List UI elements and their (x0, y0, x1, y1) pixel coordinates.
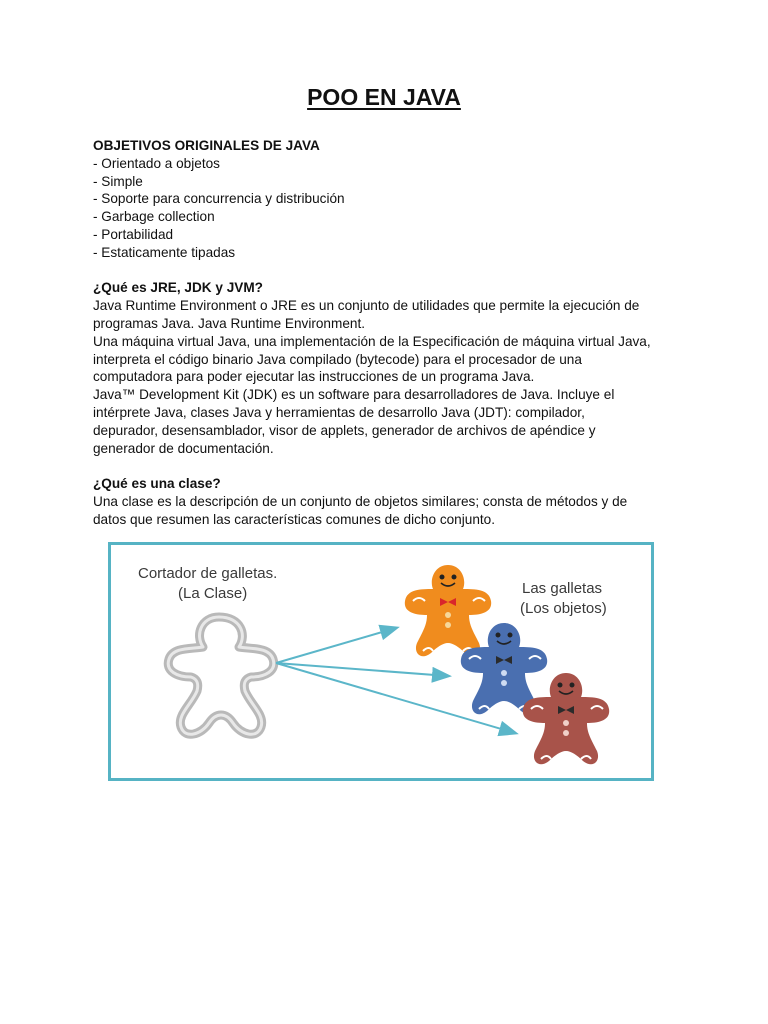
paragraph-line: datos que resumen las características comunes de dicho conjunto. (93, 511, 495, 527)
class-heading: ¿Qué es una clase? (93, 476, 221, 492)
page-title: POO EN JAVA (307, 84, 461, 110)
paragraph-line: interpreta el código binario Java compilado (bytecode) para el procesador de una (93, 351, 582, 367)
paragraph-line: Java™ Development Kit (JDK) es un software para desarrolladores de Java. Incluye el (93, 387, 615, 403)
objectives-section (93, 137, 693, 262)
list-item: - Estaticamente tipadas (93, 244, 236, 260)
jre-section (93, 279, 693, 457)
cookie-cutter-figure (108, 542, 654, 781)
cookies-sublabel: (Los objetos) (520, 600, 607, 617)
paragraph-line: generador de documentación. (93, 440, 274, 456)
paragraph-line: programas Java. Java Runtime Environment. (93, 315, 365, 331)
paragraph-line: Una clase es la descripción de un conjunto de objetos similares; consta de métodos y de (93, 493, 628, 509)
brown-cookie-icon (523, 673, 609, 764)
objectives-heading: OBJETIVOS ORIGINALES DE JAVA (93, 138, 320, 153)
cookie-cutter-icon (168, 617, 274, 734)
list-item: - Simple (93, 173, 143, 189)
paragraph-line: depurador, desensamblador, visor de applets, generador de archivos de apéndice y (93, 422, 596, 438)
list-item: - Garbage collection (93, 209, 215, 225)
jre-heading: ¿Qué es JRE, JDK y JVM? (93, 280, 263, 296)
list-item: - Portabilidad (93, 226, 174, 242)
cutter-sublabel: (La Clase) (178, 585, 248, 602)
cutter-label: Cortador de galletas. (138, 565, 278, 582)
objectives-list (93, 155, 693, 262)
paragraph-line: Java Runtime Environment o JRE es un conjunto de utilidades que permite la ejecución de (93, 298, 640, 314)
orange-cookie-icon (405, 565, 491, 656)
cookies-label: Las galletas (522, 580, 603, 597)
document-body (93, 137, 693, 529)
arrow-icon (276, 663, 448, 676)
paragraph-line: computadora para poder ejecutar las instrucciones de un programa Java. (93, 369, 535, 385)
paragraph-line: Una máquina virtual Java, una implementación de la Especificación de máquina virtual Java, (93, 333, 651, 349)
arrow-icon (276, 628, 396, 663)
paragraph-line: intérprete Java, clases Java y herramientas de desarrollo Java (JDT): compilador, (93, 404, 585, 420)
list-item: - Orientado a objetos (93, 155, 220, 171)
list-item: - Soporte para concurrencia y distribución (93, 191, 345, 207)
class-section (93, 475, 693, 528)
figure-illustration (111, 545, 651, 778)
